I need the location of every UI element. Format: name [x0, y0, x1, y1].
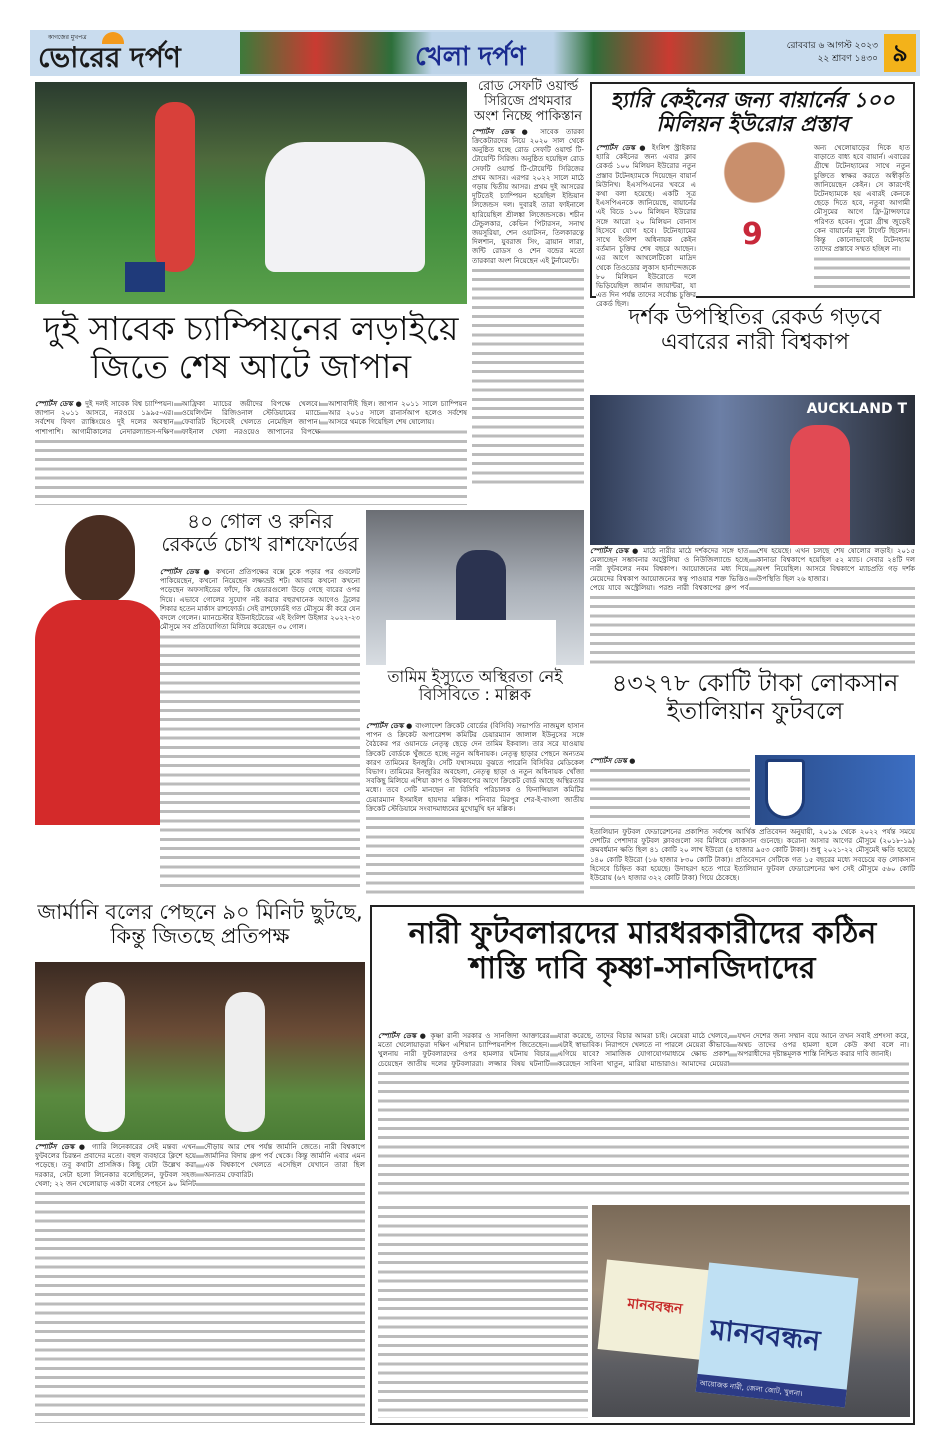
masthead [30, 30, 920, 76]
world-cup-photo: AUCKLAND T [590, 395, 915, 545]
headline: হ্যারি কেইনের জন্য বায়ার্নের ১০০ মিলিয়ন ইউরোর প্রস্তাব [610, 88, 895, 137]
rashford-photo [35, 505, 165, 825]
article-body-italy-wide: ইতালিয়ান ফুটবল ফেডারেশনের প্রকাশিত সর্বশেষ আর্থিক প্রতিবেদন অনুযায়ী, ২০১৯ থেকে ২০২২ পর্যন্ত সময়ে দেশটির পেশাদার ফুটবল ক্লাবগুলো সব মিলিয়ে লোকসান গুনেছে। করোনা আসার আগের মৌসুমে (২০১৮-১৯) ক্রমবর্ধমান ক্ষতি ছিল ৪১ কোটি ২০ লাখ ইউরো (৪ হাজার ৯৫৩ কোটি টাকা)। শুধু ২০২১-২২ মৌসুমেই ক্ষতি হয়েছে ১৪০ কোটি ইউরো (১৬ হাজার ৮৩০ কোটি টাকা)। প্রতিবেদনে সেটিকে গত ১৫ বছরের মধ্যে সবচেয়ে বড় লোকসান হিসেবে চিহ্নিত করা হয়েছে। উদাহরণ হতে পারে ইতালিয়ান ফুটবল ফেডারেশনের ঋণ সেই মৌসুমে ৫৬০ কোটি ইউরোয় (৬৭ হাজার ৩২২ কোটি টাকা) গিয়ে ঠেকেছে। [590, 828, 915, 894]
article-body: স্পোর্টস ডেস্ক ● সাবেক তারকা ক্রিকেটারদের নিয়ে ২০২০ সাল থেকে অনুষ্ঠিত হচ্ছে রোড সেফটি ওয়ার্ল্ড টি-টোয়েন্টি সিরিজ। অনুষ্ঠিত হয়েছিল রোড সেফটি ওয়ার্ল্ড টি-টোয়েন্টি সিরিজের প্রথম আসর। এরপর ২০২২ সালে মাঠে গড়ায় দ্বিতীয় আসর। প্রথম দুই আসরের দুটিতেই চ্যাম্পিয়ন হয়েছিল ইন্ডিয়ান লিজেন্ডস দল। দুবারই তারা ফাইনালে হারিয়েছিল শ্রীলঙ্কা লিজেন্ডসকে। শচীন টেন্ডুলকার, কেভিন পিটারসন, সনাথ জয়সুরিয়া, শেন ওয়াটসন, তিলকারত্নে দিলশান, যুবরাজ সিং, ব্রায়ান লারা, জন্টি রোডস ও শেন বন্ডের মতো তারকারা অংশ নিয়েছেন এই টুর্নামেন্টে। [472, 128, 584, 488]
newspaper-logo[interactable]: কাগজের মুখপত্র ভোরের দর্পণ [38, 34, 181, 74]
page-number: ৯ [884, 34, 916, 72]
germany-match-photo [35, 962, 365, 1140]
article-women-footballers [370, 905, 915, 1425]
japan-team-photo [35, 82, 467, 304]
headline-japan: দুই সাবেক চ্যাম্পিয়নের লড়াইয়ে জিতে শেষ আটে জাপান [43, 309, 459, 386]
article-body-audience: স্পোর্টস ডেস্ক ● মাঠে নারীর মাঠে দর্শকদের সঙ্গে হাত মেলাচ্ছেন সম্ভাবনার অস্ট্রেলিয়া ও নিউজিল্যান্ডে হচ্ছে নারী ফুটবলের নবম বিশ্বকাপ। আয়োজনের মধ্য দিয়ে মেয়েদের বিশ্বকাপ আয়োজনের স্বত্ব পাওয়ার শক্ত ভিত্তিও পেয়ে যাবে অস্ট্রেলিয়া। পরশু নারী বিশ্বকাপের গ্রুপ পর্ব শেষ হয়েছে। এখন চলছে শেষ ষোলোর লড়াই। ২০১৫ কানাডা বিশ্বকাপে হয়েছিল ৫২ ম্যাচ। সেবার ২৪টি দল অংশ নিয়েছিল। আসরে বিশ্বকাপে ম্যাচপ্রতি গড় দর্শক উপস্থিতি ছিল ২৬ হাজার। [590, 547, 915, 665]
article-body: স্পোর্টস ডেস্ক ● ইংলিশ স্ট্রাইকার হ্যারি কেইনের জন্য এবার ক্লাব রেকর্ড ১০০ মিলিয়ন ইউরোর নতুন প্রস্তাব টটেনহ্যামকে দিয়েছেন বায়ার্ন মিউনিখ। ইএসপিএনের খবরে এ কথা বলা হয়েছে। একটি সূত্র ইএসপিএনকে জানিয়েছে, বায়ার্নের এই বিডে ১০০ মিলিয়ন ইউরোর সঙ্গে আরো ২০ মিলিয়ন বোনাস হিসেবে যোগ হবে। টটেনহ্যামের সাথে ইংলিশ অধিনায়ক কেইন বর্তমান চুক্তির শেষ বছরে আছেন। এর আগে আথলেটিকো মাদ্রিদ থেকে তিওডোর লুকাস হার্নান্দেজকে ৮০ মিলিয়ন ইউরোতে দলে ভিড়িয়েছিল জার্মান জায়ান্টরা, যা এত দিন পর্যন্ত তাদের সর্বোচ্চ চুক্তির রেকর্ড ছিল। [596, 144, 696, 309]
article-body-continued: অন্য খেলোয়াড়ের দিকে হাত বাড়াতে বাধ্য হবে বায়ার্ন। এবারের গ্রীষ্মে টটেনহ্যামের সাথে নতুন চুক্তিতে স্বাক্ষর করতে অস্বীকৃতি জানিয়েছেন কেইন। সে কারণেই টটেনহ্যামকে হয় এবারই কেনকে ছেড়ে দিতে হবে, নতুবা আগামী মৌসুমের আগে ফ্রি-ট্রান্সফারে পরিণত হবেন। পুরো গ্রীষ্ম জুড়েই কেন বায়ার্নের মূল টার্গেট ছিলেন। কিন্তু কোনোভাবেই টটেনহ্যাম তাদের প্রস্তাবে সম্মত হচ্ছিল না। [814, 144, 910, 294]
headline: নারী ফুটবলারদের মারধরকারীদের কঠিন শাস্তি দাবি কৃষ্ণা-সানজিদাদের [408, 916, 877, 986]
headline: রোড সেফটি ওয়ার্ল্ড সিরিজে প্রথমবার অংশ নিচ্ছে পাকিস্তান [473, 79, 583, 124]
banner-footer: আয়োজক নারী, জেলা জোট, খুলনা। [696, 1374, 847, 1408]
human-chain-photo: মানববন্ধন মানববন্ধন আয়োজক নারী, জেলা জোট, খুলনা। [592, 1205, 910, 1417]
article-body: স্পোর্টস ডেস্ক ● কৃষ্ণা রানী সরকার ও সানজিদা আক্তারের মতো খেলোয়াড়রা দক্ষিণ এশিয়ান চ্যাম্পিয়নশিপ জিতেছেন। খুলনায় নারী ফুটবলারদের ওপর হামলার ঘটনায় বিচার চেয়েছেন জাতীয় দলের ফুটবলাররা। লজ্জার বিষয় ঘটনাটি যারা করেছে, তাদের বিচার আমরা চাই। মেয়েরা মাঠে খেলবে, এটাই স্বাভাবিক। নিরাপদে খেলতে না পারলে মেয়েরা কীভাবে এগিয়ে যাবে? সামাজিক যোগাযোগমাধ্যমে ক্ষোভ প্রকাশ করেছেন সাবিনা খাতুন, মারিয়া মান্ডারাও। আমাদের মেয়েরা যখন দেশের জন্য সম্মান বয়ে আনে তখন সবাই প্রশংসা করে, অথচ তাদের ওপর হামলা হলে কেউ কথা বলে না। অপরাধীদের দৃষ্টান্তমূলক শাস্তি নিশ্চিত করার দাবি জানাই। [378, 1032, 909, 1200]
issue-date: রোববার ৬ আগস্ট ২০২৩ ২২ শ্রাবণ ১৪৩০ [786, 41, 878, 64]
headline-italy: ৪৩২৭৮ কোটি টাকা লোকসান ইতালিয়ান ফুটবলে [611, 669, 899, 725]
headline-tamim: তামিম ইস্যুতে অস্থিরতা নেই বিসিবিতে : মল্লিক [387, 667, 563, 705]
article-body-italy: স্পোর্টস ডেস্ক ● [590, 757, 750, 825]
harry-kane-photo: 9 [697, 142, 812, 294]
article-body-germany: স্পোর্টস ডেস্ক ● গ্যারি লিনেকারের সেই মন্তব্য এখন ফুটবলের চিরন্তন প্রবাদের মতো। বহুল ব্যবহারে ক্লিশে হয়ে পড়েছে। তবু কথাটা প্রাসঙ্গিক। কিছু যেটা উল্লেখ করা দরকার, সেটা হলো লিনেকার বলেছিলেন, ফুটবল সহজ খেলা; ২২ জন খেলোয়াড় একটা বলের পেছনে ৯০ মিনিট দৌড়ায় আর শেষ পর্যন্ত জার্মানি জেতে। নারী বিশ্বকাপে জার্মানির বিদায় গ্রুপ পর্ব থেকে। কিন্তু জার্মানি এবার এমন এক বিশ্বকাপে খেলতে এসেছিল যেখানে তারা ছিল অন্যতম ফেবারিট। [35, 1143, 365, 1423]
section-banner [240, 32, 745, 74]
article-body-rashford: স্পোর্টস ডেস্ক ● কখনো প্রতিপক্ষের বক্সে ঢুকে পড়ার পর গুবলেট পাকিয়েছেন, কখনো নিয়েছেন লক্ষ্যভ্রষ্ট শট। আবার কখনো কখনো পড়েছেন অফসাইডের ফাঁদে, কি হেডারগুলো উড়ে গেছে বারের ওপর দিয়ে। এভাবে গোলের সুযোগ নষ্ট করার বহুরখানেক আগেও ট্রলের শিকার হতেন মার্কাস রাশফোর্ড। সেই রাশফোর্ডই গত মৌসুমে কী করে যেন বদলে গেলেন। ম্যানচেস্টার ইউনাইটেডের এই ইংলিশ উইঙ্গার ২০২২-২৩ মৌসুমে সব প্রতিযোগিতা মিলিয়ে করেছেন ৩০ গোল। [160, 568, 360, 893]
article-body-japan: স্পোর্টস ডেস্ক ● দুই দলই সাবেক বিশ্ব চ্যাম্পিয়ন। জাপান ২০১১ আসরে, নরওয়ে ১৯৯৫-এর। সর্বশেষ ফিফা র‌্যাঙ্কিংয়েও দুই দলের অবস্থান পাশাপাশি। আগামীকালের নেদারল্যান্ডস-দক্ষিণ আফ্রিকা ম্যাচের জয়ীদের বিপক্ষে খেলবে। ওয়েলিংটন রিজিওনাল স্টেডিয়ামের ম্যাচে ফেবারিট হিসেবেই খেলতে নেমেছিল জাপান। ফাইনাল খেলা নরওয়েও জাপানের বিপক্ষে আশাবাদীই ছিল। জাপান ২০১১ সালে চ্যাম্পিয়ন আর ২০১৫ সালে রানার্সআপ হলেও সর্বশেষ আসরে থমকে গিয়েছিল শেষ ষোলোয়। [35, 400, 467, 505]
article-road-safety [472, 80, 584, 505]
headline-germany: জার্মানি বলের পেছনে ৯০ মিনিট ছুটছে, কিন্তু জিতছে প্রতিপক্ষ [37, 900, 363, 949]
press-conference-photo [366, 510, 584, 665]
section-title: খেলা দর্পণ [415, 42, 526, 72]
headline-audience: দর্শক উপস্থিতির রেকর্ড গড়বে এবারের নারী বিশ্বকাপ [628, 305, 882, 356]
article-kane [590, 82, 915, 309]
headline-rashford: ৪০ গোল ও রুনির রেকর্ডে চোখ রাশফোর্ডের [161, 509, 359, 556]
article-body-tamim: স্পোর্টস ডেস্ক ● বাংলাদেশ ক্রিকেট বোর্ডের (বিসিবি) সভাপতি নাজমুল হাসান পাপন ও ক্রিকেট অপারেশন্স কমিটির চেয়ারম্যান জালাল ইউনুসের সঙ্গে বৈঠকের পর ওয়ানডে নেতৃত্ব ছেড়ে দেন তামিম ইকবাল। তার সরে যাওয়ায় ক্রিকেট বোর্ডকে খুঁজতে হচ্ছে নতুন অধিনায়ক। নেতৃত্ব ছাড়ার পেছনে অন্যতম কারণ তামিমের ইনজুরি। সেটি যথাসময়ে বুঝতে পারেনি বিসিবির মেডিকেল বিভাগ। তামিমের ইনজুরির অবহেলা, নেতৃত্ব ছাড়া ও নতুন অধিনায়ক খোঁজা সবকিছু মিলিয়ে এশিয়া কাপ ও বিশ্বকাপের আগে ক্রিকেট বোর্ড আছে অস্থিরতার মধ্যে। তবে সেটি মানছেন না বিসিবি পরিচালক ও ফিনান্সিয়াল কমিটির চেয়ারম্যান ইসমাইল হায়দার মল্লিক। শনিবার মিরপুর শের-ই-বাংলা জাতীয় ক্রিকেট স্টেডিয়ামে সংবাদমাধ্যমের মুখোমুখি হন মল্লিক। [366, 722, 584, 894]
article-body-lower [378, 1203, 588, 1418]
banner-title: মানববন্ধন [708, 1313, 822, 1358]
italy-badge-photo [755, 755, 915, 825]
